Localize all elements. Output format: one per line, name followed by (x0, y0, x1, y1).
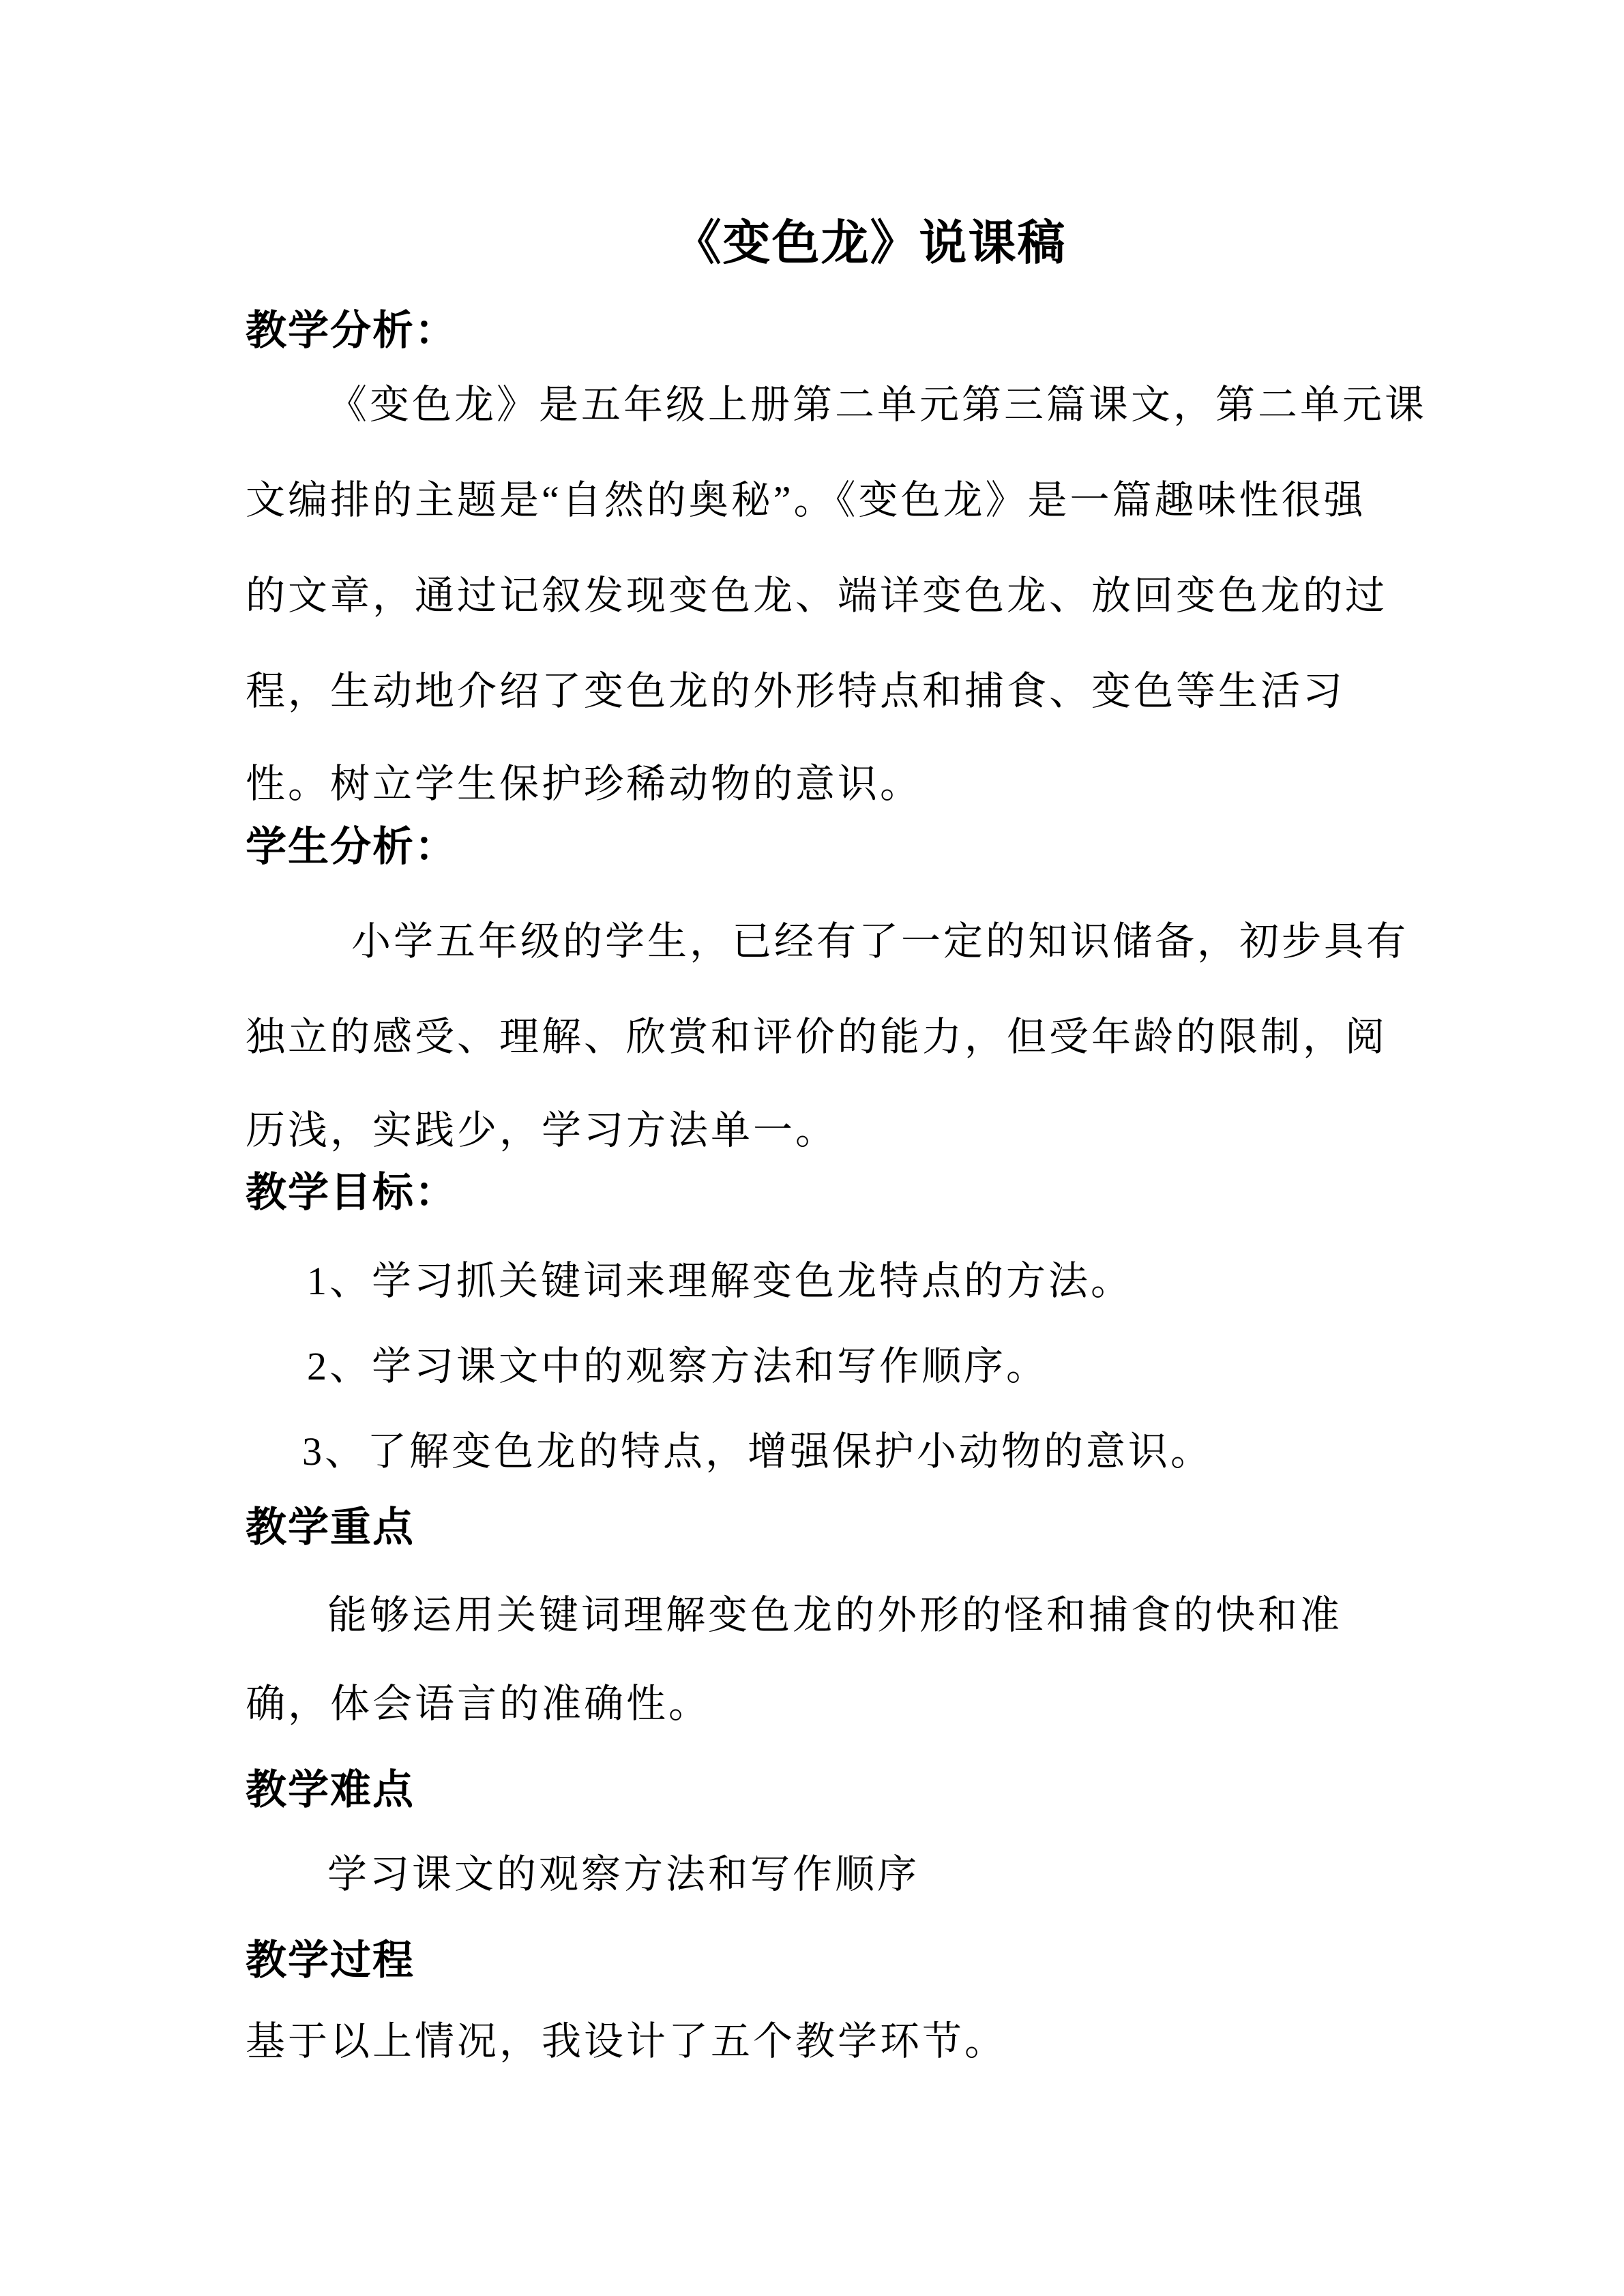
paragraph-line: 程，生动地介绍了变色龙的外形特点和捕食、变色等生活习 (246, 669, 1346, 713)
paragraph-line: 《变色龙》是五年级上册第二单元第三篇课文，第二单元课 (327, 383, 1428, 427)
paragraph-line: 确，体会语言的准确性。 (246, 1682, 711, 1726)
paragraph-line: 独立的感受、理解、欣赏和评价的能力，但受年龄的限制，阅 (246, 1015, 1388, 1059)
objective-item-3: 3、了解变色龙的特点，增强保护小动物的意识。 (302, 1429, 1213, 1474)
section-heading-difficulties: 教学难点 (246, 1768, 415, 1813)
paragraph-line: 的文章，通过记叙发现变色龙、端详变色龙、放回变色龙的过 (246, 573, 1388, 618)
paragraph-line: 性。树立学生保护珍稀动物的意识。 (246, 762, 923, 806)
paragraph-line: 小学五年级的学生，已经有了一定的知识储备，初步具有 (351, 919, 1409, 964)
paragraph-line: 文编排的主题是“自然的奥秘”。《变色龙》是一篇趣味性很强 (246, 478, 1366, 522)
section-heading-key-points: 教学重点 (246, 1505, 415, 1550)
document-title: 《变色龙》说课稿 (673, 218, 1067, 270)
paragraph-line: 历浅，实践少，学习方法单一。 (246, 1108, 838, 1152)
paragraph-line: 学习课文的观察方法和写作顺序 (327, 1852, 920, 1896)
section-heading-analysis: 教学分析： (246, 308, 457, 353)
section-heading-students: 学生分析： (246, 824, 457, 869)
objective-item-1: 1、学习抓关键词来理解变色龙特点的方法。 (307, 1259, 1134, 1303)
section-heading-objectives: 教学目标： (246, 1170, 457, 1215)
section-heading-process: 教学过程 (246, 1938, 415, 1983)
paragraph-line: 基于以上情况，我设计了五个教学环节。 (246, 2019, 1007, 2063)
objective-item-2: 2、学习课文中的观察方法和写作顺序。 (307, 1344, 1049, 1388)
paragraph-line: 能够运用关键词理解变色龙的外形的怪和捕食的快和准 (327, 1593, 1343, 1637)
